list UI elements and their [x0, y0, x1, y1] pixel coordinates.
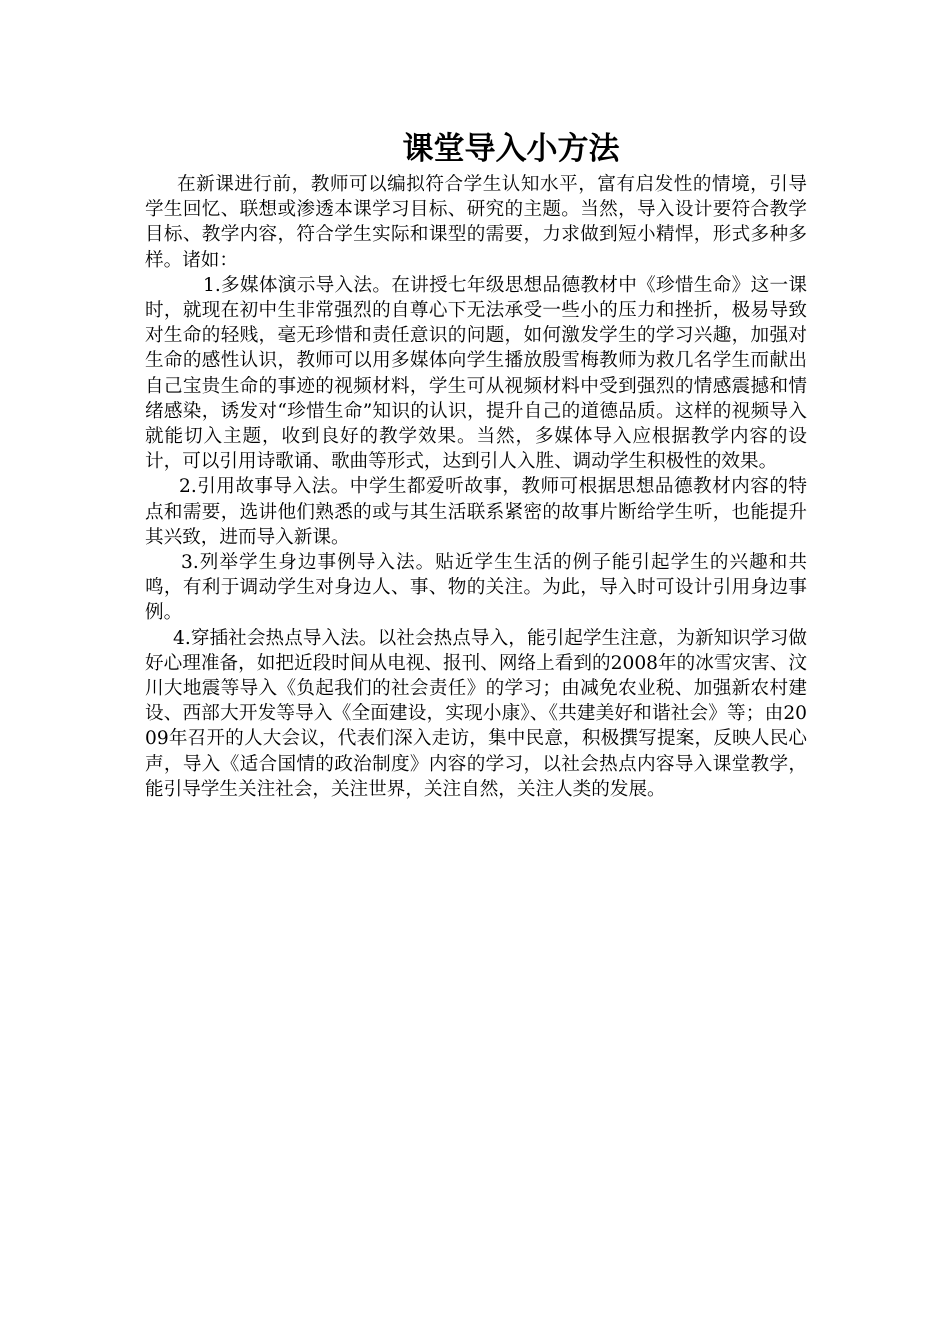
document-title: 课堂导入小方法 [402, 131, 620, 167]
method-2-paragraph: 2.引用故事导入法。中学生都爱听故事，教师可根据思想品德教材内容的特点和需要，选讲他们熟悉的或与其生活联系紧密的故事片断给学生听，也能提升其兴致，进而导入新课。 [145, 476, 807, 548]
intro-paragraph: 在新课进行前，教师可以编拟符合学生认知水平，富有启发性的情境，引导学生回忆、联想或渗透本课学习目标、研究的主题。当然，导入设计要符合教学目标、教学内容，符合学生实际和课型的需要，力求做到短小精悍，形式多种多样。诸如： [145, 174, 807, 271]
method-1-paragraph: 1.多媒体演示导入法。在讲授七年级思想品德教材中《珍惜生命》这一课时，就现在初中生非常强烈的自尊心下无法承受一些小的压力和挫折，极易导致对生命的轻贱，毫无珍惜和责任意识的问题，如何激发学生的学习兴趣，加强对生命的感性认识，教师可以用多媒体向学生播放殷雪梅教师为救几名学生而献出自己宝贵生命的事迹的视频材料，学生可从视频材料中受到强烈的情感震撼和情绪感染，诱发对“珍惜生命”知识的认识，提升自己的道德品质。这样的视频导入就能切入主题，收到良好的教学效果。当然，多媒体导入应根据教学内容的设计，可以引用诗歌诵、歌曲等形式，达到引人入胜、调动学生积极性的效果。 [145, 274, 807, 473]
method-4-paragraph: 4.穿插社会热点导入法。以社会热点导入，能引起学生注意，为新知识学习做好心理准备，如把近段时间从电视、报刊、网络上看到的2008年的冰雪灾害、汶川大地震等导入《负起我们的社会责任》的学习；由减免农业税、加强新农村建设、西部大开发等导入《全面建设，实现小康》、《共建美好和谐社会》等；由2009年召开的人大会议，代表们深入走访，集中民意，积极撰写提案，反映人民心声，导入《适合国情的政治制度》内容的学习，以社会热点内容导入课堂教学，能引导学生关注社会，关注世界，关注自然，关注人类的发展。 [145, 627, 807, 800]
method-3-paragraph: 3.列举学生身边事例导入法。贴近学生生活的例子能引起学生的兴趣和共鸣，有利于调动学生对身边人、事、物的关注。为此，导入时可设计引用身边事例。 [145, 552, 807, 624]
document-body [145, 128, 807, 802]
